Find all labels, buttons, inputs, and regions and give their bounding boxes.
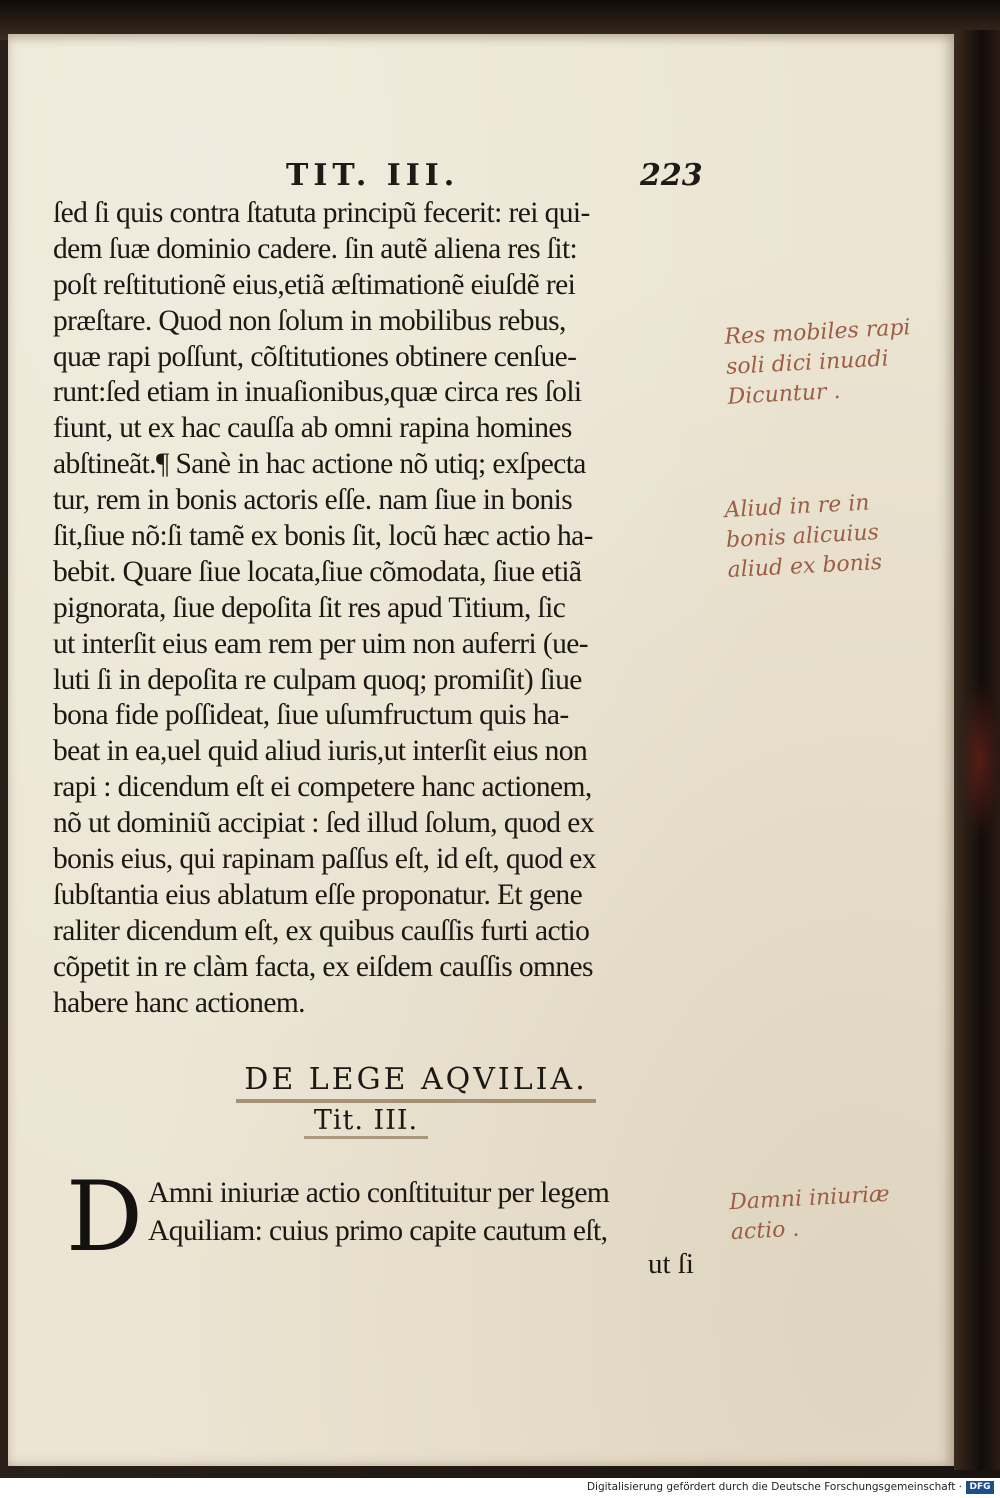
marginal-note-line: Aliud in re in <box>723 490 871 524</box>
text-line: ut interſit eius eam rem per uim non auferri (ue- <box>53 627 588 660</box>
marginal-note <box>729 1180 892 1248</box>
red-stain <box>960 680 1000 840</box>
text-line: rapi : dicendum eſt ei competere hanc actionem, <box>53 771 592 804</box>
footer-bar <box>0 1478 1000 1498</box>
text-line: bonis eius, qui rapinam paſſus eſt, id eſt, quod ex <box>53 843 596 876</box>
second-paragraph <box>148 1174 718 1250</box>
dfg-logo: DFG <box>966 1481 994 1494</box>
text-line: luti ſi in depoſita re culpam quoq; promiſit) ſiue <box>53 663 582 696</box>
marginal-note-line: aliud ex bonis <box>726 549 883 583</box>
main-text-block <box>53 196 713 1021</box>
marginal-note-line: bonis alicuius <box>725 520 880 554</box>
page-header <box>8 158 954 198</box>
text-line: Aquiliam: cuius primo capite cautum eſt, <box>148 1215 608 1247</box>
text-line: quæ rapi poſſunt, cõſtitutiones obtinere cenſue- <box>53 340 577 373</box>
funding-credit: Digitalisierung gefördert durch die Deutsche Forschungsgemeinschaft · <box>586 1481 962 1493</box>
text-line: cõpetit in re clàm facta, ex eiſdem cauſſis omnes <box>53 950 593 983</box>
text-line: beat in ea,uel quid aliud iuris,ut interſit eius non <box>53 735 588 768</box>
section-title: DE LEGE AQVILIA. <box>236 1062 595 1103</box>
text-line: præſtare. Quod non ſolum in mobilibus rebus, <box>53 304 566 337</box>
section-subtitle: Tit. III. <box>304 1105 428 1139</box>
running-title: TIT. III. <box>286 158 460 193</box>
text-line: runt:ſed etiam in inuaſionibus,quæ circa res ſoli <box>53 376 582 409</box>
page-number: 223 <box>640 158 703 193</box>
text-line: dem ſuæ dominio cadere. ſin autẽ aliena res ſit: <box>53 232 578 265</box>
text-line: habere hanc actionem. <box>53 986 305 1019</box>
catchword: ut ſi <box>648 1248 694 1280</box>
marginal-note <box>724 488 883 586</box>
text-line: bebit. Quare ſiue locata,ſiue cõmodata, ſiue etiã <box>53 555 582 588</box>
text-line: Amni iniuriæ actio conſtituitur per legem <box>148 1177 610 1209</box>
marginal-note-line: soli dici inuadi <box>725 346 890 380</box>
marginal-note-line: Dicuntur . <box>727 378 842 410</box>
marginal-note-line: Damni iniuriæ <box>728 1181 891 1216</box>
text-line: raliter dicendum eſt, ex quibus cauſſis furti actio <box>53 914 590 947</box>
marginal-note <box>724 313 915 413</box>
text-line: ſed ſi quis contra ſtatuta principũ fecerit: rei qui- <box>53 197 590 229</box>
text-line: pignorata, ſiue depoſita ſit res apud Titium, ſic <box>53 591 566 624</box>
marginal-note-line: actio . <box>730 1216 800 1246</box>
text-line: abſtineãt.¶ Sanè in hac actione nõ utiq; exſpecta <box>53 448 586 481</box>
section-heading <box>8 1062 954 1139</box>
text-line: ſit,ſiue nõ:ſi tamẽ ex bonis ſit, locũ hæc actio ha- <box>53 520 593 553</box>
text-line: bona fide poſſideat, ſiue uſumfructum quis ha- <box>53 699 569 732</box>
text-line: fiunt, ut ex hac cauſſa ab omni rapina homines <box>53 412 572 445</box>
section-subtitle-row <box>0 1105 954 1139</box>
text-line: nõ ut dominiũ accipiat : ſed illud ſolum, quod ex <box>53 807 594 840</box>
marginal-note-line: Res mobiles rapi <box>723 315 912 350</box>
text-line: ſubſtantia eius ablatum eſſe proponatur. Et gene <box>53 878 583 911</box>
drop-cap-initial: D <box>66 1161 143 1273</box>
text-line: poſt reſtitutionẽ eius,etiã æſtimationẽ eiuſdẽ rei <box>53 268 576 301</box>
text-line: tur, rem in bonis actoris eſſe. nam ſiue in bonis <box>53 484 573 517</box>
book-page <box>8 34 954 1466</box>
